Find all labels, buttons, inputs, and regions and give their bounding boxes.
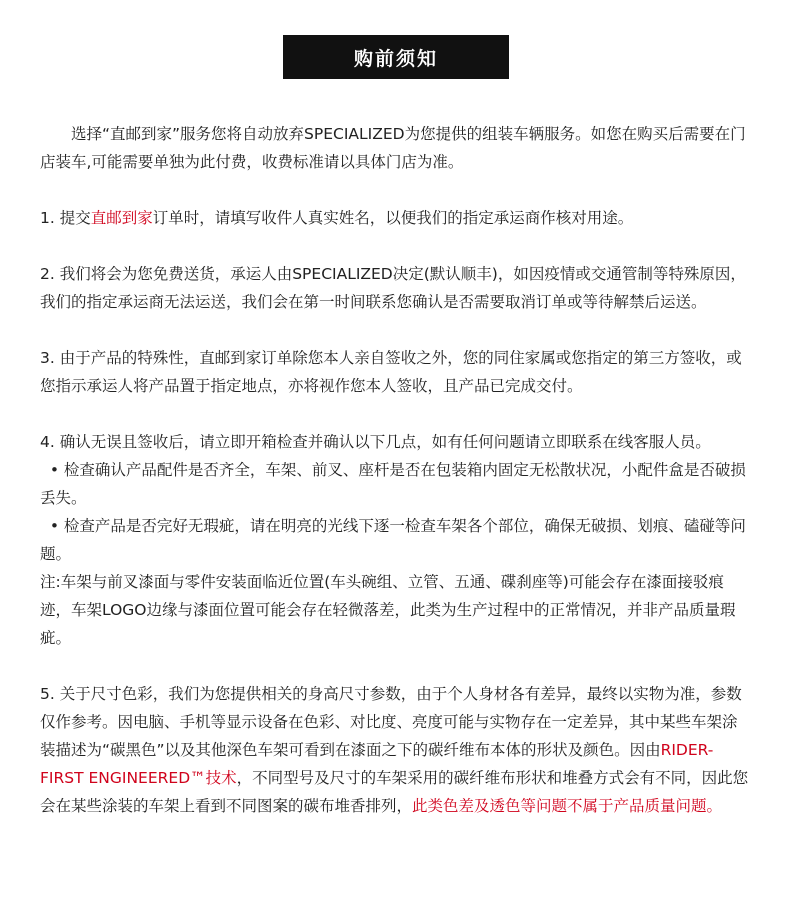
page-title: 购前须知 bbox=[283, 35, 509, 79]
item-5-red-1: RIDER-FIRST ENGINEERED™技术 bbox=[40, 741, 714, 787]
item-5-red-2: 此类色差及透色等问题不属于产品质量问题。 bbox=[412, 797, 723, 815]
item-5-part-2: ，不同型号及尺寸的车架采用的碳纤维布形状和堆叠方式会有不同，因此您会在某些涂装的车架上看到不同图案的碳布堆香排列， bbox=[40, 769, 749, 815]
intro-paragraph: 选择“直邮到家”服务您将自动放弃SPECIALIZED为您提供的组装车辆服务。如您在购买后需要在门店装车,可能需要单独为此付费，收费标准请以具体门店为准。 bbox=[40, 125, 746, 171]
item-4-bullet-2: • 检查产品是否完好无瑕疵，请在明亮的光线下逐一检查车架各个部位，确保无破损、划痕、磕碰等问题。 bbox=[40, 517, 746, 563]
item-1-suffix: 订单时，请填写收件人真实姓名，以便我们的指定承运商作核对用途。 bbox=[152, 209, 634, 227]
item-4-note: 注:车架与前叉漆面与零件安装面临近位置(车头碗组、立管、五通、碟刹座等)可能会存在漆面接驳痕迹，车架LOGO边缘与漆面位置可能会存在轻微落差，此类为生产过程中的正常情况，并非产品质量瑕疵。 bbox=[40, 573, 736, 647]
item-2: 2. 我们将会为您免费送货，承运人由SPECIALIZED决定(默认顺丰)，如因疫情或交通管制等特殊原因，我们的指定承运商无法运送，我们会在第一时间联系您确认是否需要取消订单或等待解禁后运送。 bbox=[40, 265, 746, 311]
item-1 bbox=[40, 204, 752, 232]
item-3: 3. 由于产品的特殊性，直邮到家订单除您本人亲自签收之外，您的同住家属或您指定的第三方签收，或您指示承运人将产品置于指定地点，亦将视作您本人签收，且产品已完成交付。 bbox=[40, 349, 742, 395]
item-5-part-1: 5. 关于尺寸色彩，我们为您提供相关的身高尺寸参数，由于个人身材各有差异，最终以实物为准，参数仅作参考。因电脑、手机等显示设备在色彩、对比度、亮度可能与实物存在一定差异，其中某些车架涂装描述为“碳黑色”以及其他深色车架可看到在漆面之下的碳纤维布本体的形状及颜色。因由 bbox=[40, 685, 742, 759]
notice-content bbox=[40, 120, 752, 820]
item-1-prefix: 1. 提交 bbox=[40, 209, 91, 227]
item-5 bbox=[40, 680, 752, 820]
item-4-main: 4. 确认无误且签收后，请立即开箱检查并确认以下几点，如有任何问题请立即联系在线客服人员。 bbox=[40, 433, 711, 451]
item-1-highlight: 直邮到家 bbox=[90, 209, 153, 227]
item-4-bullet-1: • 检查确认产品配件是否齐全，车架、前叉、座杆是否在包装箱内固定无松散状况，小配件盒是否破损丢失。 bbox=[40, 461, 746, 507]
